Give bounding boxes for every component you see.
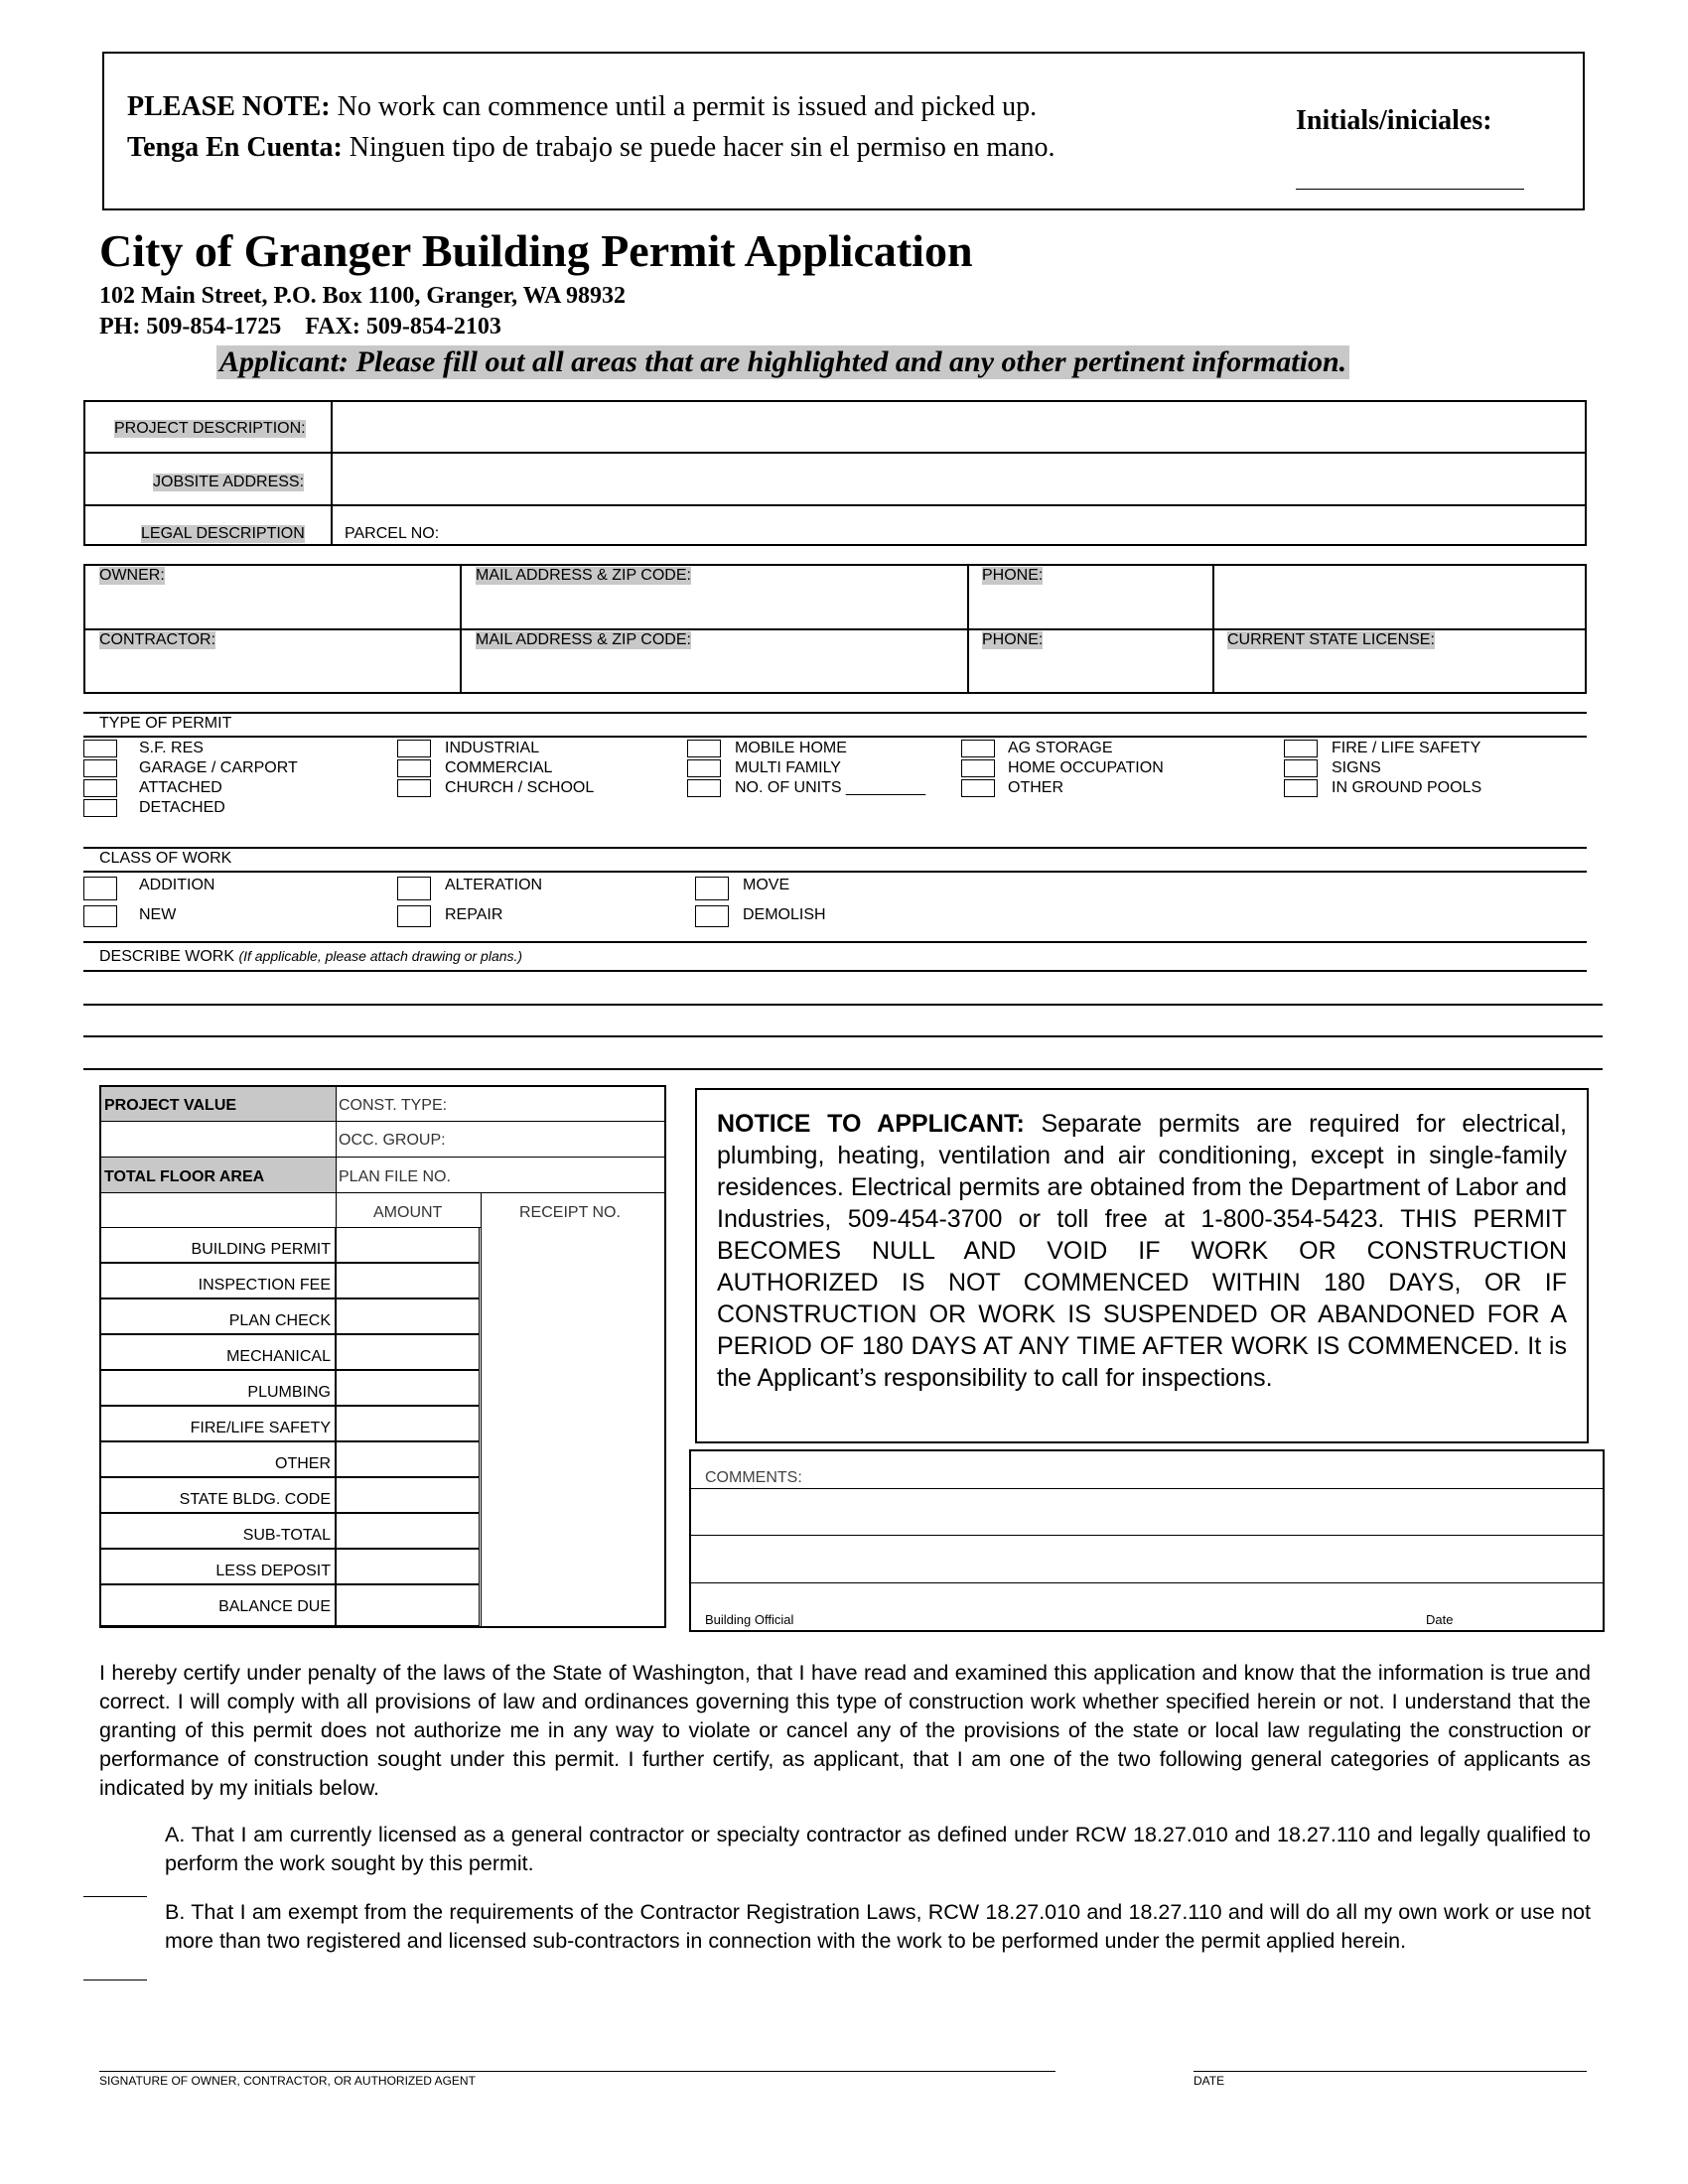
comments-field[interactable] — [691, 1490, 1603, 1581]
describe-work-label — [99, 948, 522, 966]
notice-to-applicant-text — [717, 1108, 1567, 1394]
multi-family-label: MULTI FAMILY — [735, 759, 841, 776]
fee-other-amount[interactable] — [336, 1441, 480, 1477]
fee-plumbing-amount[interactable] — [336, 1370, 480, 1406]
fee-state-bldg-code: STATE BLDG. CODE — [99, 1477, 336, 1513]
demolish-checkbox[interactable] — [695, 905, 729, 927]
home-occupation-label: HOME OCCUPATION — [1008, 759, 1164, 776]
repair-label: REPAIR — [445, 906, 503, 923]
fee-sub-total-amount[interactable] — [336, 1513, 480, 1549]
initials-field[interactable] — [1296, 189, 1524, 190]
plan-file-label: PLAN FILE NO. — [339, 1168, 451, 1185]
commercial-checkbox[interactable] — [397, 759, 431, 777]
addition-label: ADDITION — [139, 877, 215, 893]
fire-life-safety-checkbox[interactable] — [1284, 740, 1318, 757]
new-checkbox[interactable] — [83, 905, 117, 927]
contractor-field[interactable] — [86, 652, 458, 691]
fee-fire-life-safety: FIRE/LIFE SAFETY — [99, 1406, 336, 1441]
parties-divider — [967, 564, 969, 694]
fee-other: OTHER — [99, 1441, 336, 1477]
fee-state-bldg-code-amount[interactable] — [336, 1477, 480, 1513]
other-permit-checkbox[interactable] — [961, 779, 995, 797]
industrial-checkbox[interactable] — [397, 740, 431, 757]
in-ground-pools-label: IN GROUND POOLS — [1332, 779, 1482, 796]
contractor-label: CONTRACTOR: — [99, 631, 216, 648]
comments-line — [689, 1582, 1605, 1583]
contractor-mail-label: MAIL ADDRESS & ZIP CODE: — [476, 631, 691, 648]
industrial-label: INDUSTRIAL — [445, 740, 540, 756]
signature-date-line[interactable] — [1194, 2071, 1587, 2072]
legal-description-label: LEGAL DESCRIPTION — [141, 525, 305, 542]
city-address: 102 Main Street, P.O. Box 1100, Granger, WA 98932 — [99, 283, 627, 309]
describe-work-line[interactable] — [83, 1035, 1603, 1037]
initials-label: Initials/iniciales: — [1296, 105, 1492, 136]
fire-life-safety-label: FIRE / LIFE SAFETY — [1332, 740, 1481, 756]
church-school-label: CHURCH / SCHOOL — [445, 779, 595, 796]
jobsite-address-label: JOBSITE ADDRESS: — [153, 474, 305, 490]
describe-work-line[interactable] — [83, 970, 1587, 972]
sf-res-label: S.F. RES — [139, 740, 204, 756]
parties-divider — [1212, 564, 1214, 694]
mobile-home-checkbox[interactable] — [687, 740, 721, 757]
notice-to-applicant-body: Separate permits are required for electrical, plumbing, heating, ventilation and air conditioning, except in single-family residences. Electrical permits are obtained from the Department of Labor and Industries, 509-454-3700 or toll free at 1-800-354-5423. THIS PERMIT BECOMES NULL AND VOID IF WORK OR CONSTRUCTION AUTHORIZED IS NOT COMMENCED WITHIN 180 DAYS, OR IF CONSTRUCTION OR WORK IS SUSPENDED OR ABANDONED FOR A PERIOD OF 180 DAYS AT ANY TIME AFTER WORK IS COMMENCED. It is the Applicant’s responsibility to call for inspections. — [717, 1110, 1567, 1392]
signs-label: SIGNS — [1332, 759, 1381, 776]
attached-label: ATTACHED — [139, 779, 222, 796]
multi-family-checkbox[interactable] — [687, 759, 721, 777]
notice-english-label: PLEASE NOTE: — [127, 91, 331, 122]
project-value-label: PROJECT VALUE — [104, 1097, 237, 1114]
parties-row-line — [83, 628, 1587, 630]
option-b-text: B. That I am exempt from the requirements of the Contractor Registration Laws, RCW 18.27.010 and 18.27.110 and will do all my own work or use not more than two registered and licensed sub-contractors in connection with the work to be performed under the permit applied herein. — [165, 1900, 1591, 1953]
church-school-checkbox[interactable] — [397, 779, 431, 797]
type-of-permit-heading: TYPE OF PERMIT — [99, 715, 232, 732]
demolish-label: DEMOLISH — [743, 906, 826, 923]
fee-inspection-amount[interactable] — [336, 1263, 480, 1298]
describe-work-hint: (If applicable, please attach drawing or plans.) — [238, 948, 523, 964]
no-of-units-checkbox[interactable] — [687, 779, 721, 797]
fee-balance-due: BALANCE DUE — [99, 1584, 336, 1626]
state-license-field[interactable] — [1215, 652, 1584, 691]
fee-building-permit: BUILDING PERMIT — [99, 1227, 336, 1263]
building-official-label: Building Official — [705, 1612, 794, 1627]
owner-mail-field[interactable] — [463, 588, 965, 626]
fee-less-deposit-amount[interactable] — [336, 1549, 480, 1584]
detached-label: DETACHED — [139, 799, 225, 816]
fee-building-permit-amount[interactable] — [336, 1227, 480, 1263]
option-a-initials[interactable] — [83, 1896, 147, 1897]
mobile-home-label: MOBILE HOME — [735, 740, 847, 756]
ag-storage-label: AG STORAGE — [1008, 740, 1113, 756]
project-description-label: PROJECT DESCRIPTION: — [114, 420, 306, 437]
move-label: MOVE — [743, 877, 790, 893]
in-ground-pools-checkbox[interactable] — [1284, 779, 1318, 797]
total-floor-area-field[interactable] — [101, 1192, 337, 1228]
option-b-initials[interactable] — [83, 1979, 147, 1980]
section-line — [83, 847, 1587, 849]
section-line — [83, 941, 1587, 943]
receipt-number-field[interactable] — [483, 1227, 664, 1626]
project-row-line — [83, 452, 1587, 454]
detached-checkbox[interactable] — [83, 799, 117, 817]
parcel-number-field[interactable] — [457, 507, 1583, 543]
owner-field[interactable] — [86, 588, 458, 626]
signature-label: SIGNATURE OF OWNER, CONTRACTOR, OR AUTHORIZED AGENT — [99, 2074, 476, 2088]
certification-text: I hereby certify under penalty of the laws of the State of Washington, that I have read and examined this application and know that the information is true and correct. I will comply with all provisions of law and ordinances governing this type of construction work whether specified herein or not. I understand that the granting of this permit does not authorize me in any way to violate or cancel any of the provisions of the state or local law regulating the construction or performance of construction sought under this permit. I further certify, as applicant, that I am one of the two following general categories of applicants as indicated by my initials below. — [99, 1661, 1591, 1800]
section-line — [83, 871, 1587, 873]
city-phone-fax: PH: 509-854-1725 FAX: 509-854-2103 — [99, 314, 501, 340]
describe-work-line[interactable] — [83, 1068, 1603, 1070]
fee-mechanical: MECHANICAL — [99, 1334, 336, 1370]
fee-mechanical-amount[interactable] — [336, 1334, 480, 1370]
project-table-divider — [331, 400, 333, 546]
notice-to-applicant-heading: NOTICE TO APPLICANT: — [717, 1110, 1025, 1138]
garage-carport-label: GARAGE / CARPORT — [139, 759, 298, 776]
garage-carport-checkbox[interactable] — [83, 759, 117, 777]
repair-checkbox[interactable] — [397, 905, 431, 927]
sf-res-checkbox[interactable] — [83, 740, 117, 757]
state-license-label: CURRENT STATE LICENSE: — [1227, 631, 1435, 648]
total-floor-area-label: TOTAL FLOOR AREA — [104, 1168, 265, 1185]
commercial-label: COMMERCIAL — [445, 759, 553, 776]
alteration-label: ALTERATION — [445, 877, 543, 893]
alteration-checkbox[interactable] — [397, 877, 431, 900]
fee-less-deposit: LESS DEPOSIT — [99, 1549, 336, 1584]
notice-english — [127, 91, 1037, 123]
page-title: City of Granger Building Permit Application — [99, 225, 973, 276]
ag-storage-checkbox[interactable] — [961, 740, 995, 757]
jobsite-address-field[interactable] — [334, 455, 1583, 502]
contractor-mail-field[interactable] — [463, 652, 965, 691]
owner-label: OWNER: — [99, 567, 165, 584]
signature-date-label: DATE — [1194, 2074, 1225, 2088]
fee-plan-check: PLAN CHECK — [99, 1298, 336, 1334]
attached-checkbox[interactable] — [83, 779, 117, 797]
fees-divider — [481, 1192, 482, 1626]
section-line — [83, 736, 1587, 738]
comments-line — [689, 1488, 1605, 1489]
amount-header: AMOUNT — [373, 1204, 443, 1221]
class-of-work-heading: CLASS OF WORK — [99, 850, 232, 867]
home-occupation-checkbox[interactable] — [961, 759, 995, 777]
owner-phone-label: PHONE: — [982, 567, 1044, 584]
fee-fire-life-safety-amount[interactable] — [336, 1406, 480, 1441]
addition-checkbox[interactable] — [83, 877, 117, 900]
fee-inspection: INSPECTION FEE — [99, 1263, 336, 1298]
parties-divider — [460, 564, 462, 694]
describe-work-title: DESCRIBE WORK — [99, 948, 235, 965]
official-date-label: Date — [1426, 1612, 1454, 1627]
signs-checkbox[interactable] — [1284, 759, 1318, 777]
applicant-instruction: Applicant: Please fill out all areas that are highlighted and any other pertinent information. — [216, 345, 1349, 379]
new-label: NEW — [139, 906, 177, 923]
notice-spanish-label: Tenga En Cuenta: — [127, 132, 343, 163]
fee-sub-total: SUB-TOTAL — [99, 1513, 336, 1549]
no-of-units-label: NO. OF UNITS _________ — [735, 779, 926, 796]
project-description-field[interactable] — [334, 403, 1583, 451]
move-checkbox[interactable] — [695, 877, 729, 900]
parcel-number-label: PARCEL NO: — [345, 525, 440, 542]
receipt-header: RECEIPT NO. — [519, 1204, 621, 1221]
project-value-field[interactable] — [101, 1121, 337, 1157]
notice-spanish — [127, 132, 1055, 164]
section-line — [83, 712, 1587, 714]
contractor-phone-field[interactable] — [970, 652, 1210, 691]
project-row-line — [83, 504, 1587, 506]
signature-line[interactable] — [99, 2071, 1055, 2072]
contractor-phone-label: PHONE: — [982, 631, 1044, 648]
other-permit-label: OTHER — [1008, 779, 1063, 796]
fee-plumbing: PLUMBING — [99, 1370, 336, 1406]
describe-work-line[interactable] — [83, 1004, 1603, 1006]
comments-label: COMMENTS: — [705, 1469, 802, 1486]
owner-phone-field[interactable] — [970, 588, 1210, 626]
option-a-text: A. That I am currently licensed as a general contractor or specialty contractor as defined under RCW 18.27.010 and 18.27.110 and legally qualified to perform the work sought by this permit. — [165, 1823, 1591, 1875]
fee-plan-check-amount[interactable] — [336, 1298, 480, 1334]
occ-group-label: OCC. GROUP: — [339, 1132, 446, 1149]
owner-mail-label: MAIL ADDRESS & ZIP CODE: — [476, 567, 691, 584]
const-type-label: CONST. TYPE: — [339, 1097, 448, 1114]
notice-english-text: No work can commence until a permit is issued and picked up. — [330, 91, 1038, 122]
fee-balance-due-amount[interactable] — [336, 1584, 480, 1626]
notice-spanish-text: Ninguen tipo de trabajo se puede hacer sin el permiso en mano. — [342, 132, 1055, 163]
